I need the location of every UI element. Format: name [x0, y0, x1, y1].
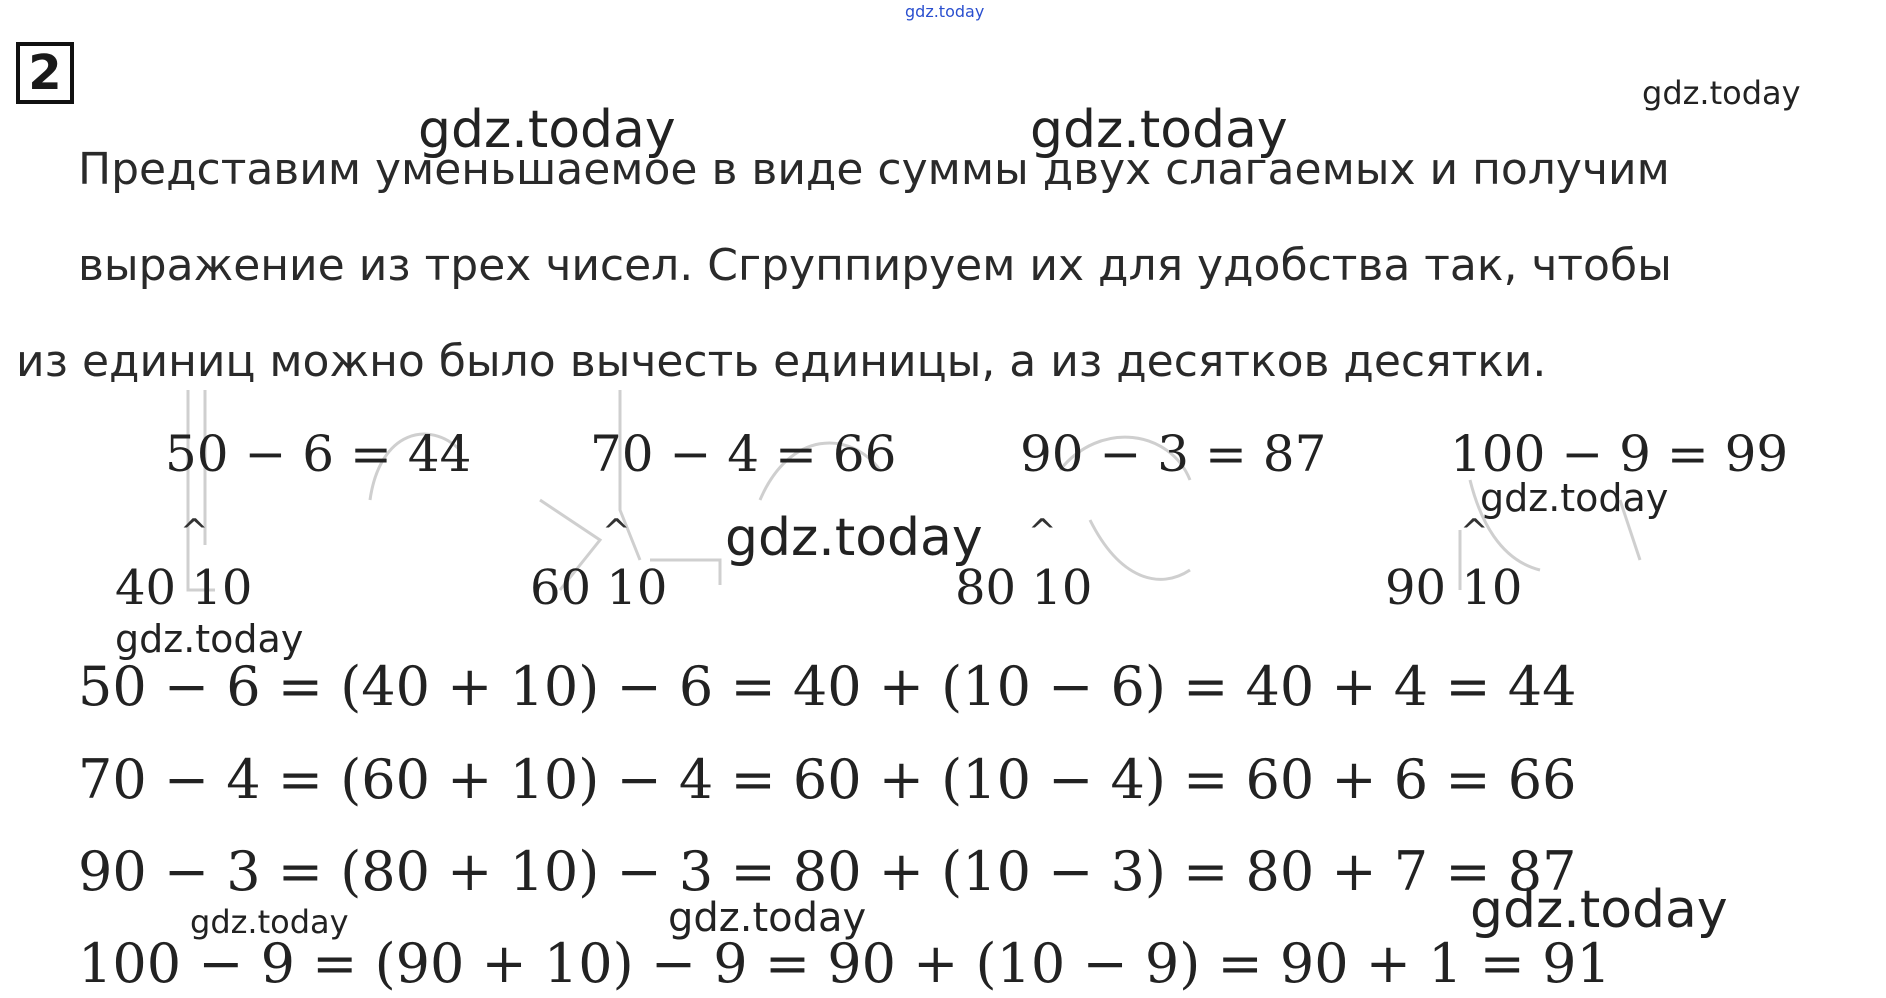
diagram-expression-2: 70 − 4 = 66 — [590, 425, 897, 483]
diagram-parts-2: 60 10 — [530, 560, 668, 616]
diagram-parts-1: 40 10 — [115, 560, 253, 616]
diagram-expression-4: 100 − 9 = 99 — [1450, 425, 1789, 483]
diagram-expression-1: 50 − 6 = 44 — [165, 425, 472, 483]
explanation-line-2: выражение из трех чисел. Сгруппируем их для удобства так, чтобы — [78, 240, 1672, 291]
explanation-line-3: из единиц можно было вычесть единицы, а из десятков десятки. — [16, 336, 1547, 387]
diagram-caret-4: ^ — [1460, 512, 1489, 552]
task-number: 2 — [28, 45, 62, 101]
diagram-expression-3: 90 − 3 = 87 — [1020, 425, 1327, 483]
watermark-8: gdz.today — [190, 903, 349, 941]
diagram-caret-2: ^ — [602, 512, 631, 552]
watermark-4: gdz.today — [1480, 476, 1669, 520]
watermark-2: gdz.today — [418, 100, 676, 160]
watermark-3: gdz.today — [1030, 100, 1288, 160]
diagram-caret-3: ^ — [1028, 512, 1057, 552]
watermark-1: gdz.today — [1642, 74, 1801, 112]
watermark-9: gdz.today — [668, 895, 867, 941]
diagram-parts-3: 80 10 — [955, 560, 1093, 616]
watermark-5: gdz.today — [725, 508, 983, 568]
equation-line-1: 50 − 6 = (40 + 10) − 6 = 40 + (10 − 6) = 40 + 4 = 44 — [78, 655, 1577, 718]
diagram-parts-4: 90 10 — [1385, 560, 1523, 616]
watermark-6: gdz.today — [115, 617, 304, 661]
equation-line-2: 70 − 4 = (60 + 10) − 4 = 60 + (10 − 4) = 60 + 6 = 66 — [78, 748, 1577, 811]
equation-line-3: 90 − 3 = (80 + 10) − 3 = 80 + (10 − 3) = 80 + 7 = 87 — [78, 840, 1577, 903]
explanation-line-1: Представим уменьшаемое в виде суммы двух слагаемых и получим — [78, 144, 1670, 195]
diagram-caret-1: ^ — [180, 512, 209, 552]
equation-line-4: 100 − 9 = (90 + 10) − 9 = 90 + (10 − 9) = 90 + 1 = 91 — [78, 932, 1611, 995]
site-watermark-top: gdz.today — [905, 2, 985, 21]
watermark-7: gdz.today — [1470, 880, 1728, 940]
